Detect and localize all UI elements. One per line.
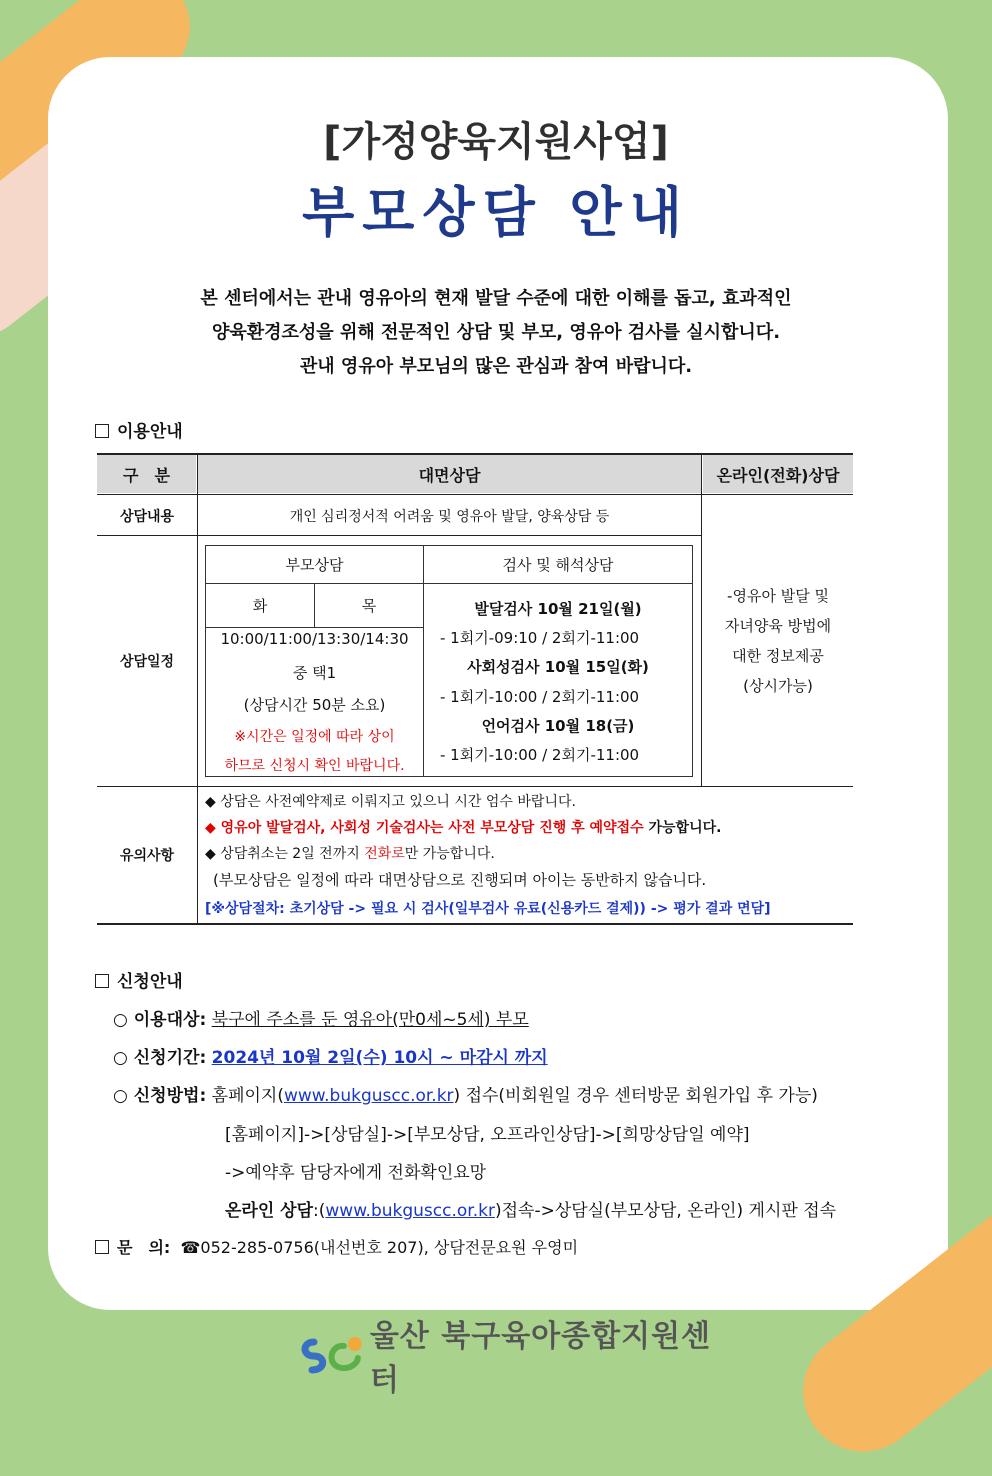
section-usage-heading: 이용안내 <box>95 417 183 442</box>
contact: 문 의: ☎052-285-0756(내선번호 207), 상담전문요원 우영미 <box>95 1235 578 1258</box>
day-thursday: 목 <box>361 597 377 615</box>
page-subtitle: [가정양육지원사업] <box>323 119 669 165</box>
note-exam-precondition: ◆ 영유아 발달검사, 사회성 기술검사는 사전 부모상담 진행 후 예약접수 가능합니다. <box>205 820 722 836</box>
inner-table-border <box>692 545 693 776</box>
table-border <box>97 923 853 925</box>
row-label-notes: 유의사항 <box>119 848 175 864</box>
note-face-to-face: (부모상담은 일정에 따라 대면상담으로 진행되며 아이는 동반하지 않습니다. <box>213 871 707 889</box>
session-duration: (상담시간 50분 소요) <box>243 696 386 714</box>
apply-method: ○ 신청방법: 홈페이지(www.bukguscc.or.kr) 접수(비회원일 경우 센터방문 회원가입 후 가능) <box>113 1086 818 1106</box>
exam-development-times: - 1회기-09:10 / 2회기-11:00 <box>440 629 640 647</box>
row-label-content: 상담내용 <box>119 509 175 525</box>
inner-table-border <box>205 627 423 628</box>
time-slots: 10:00/11:00/13:30/14:30 <box>220 630 409 648</box>
online-info: -영유아 발달 및 자녀양육 방법에 대한 정보제공 (상시가능) <box>724 587 832 695</box>
homepage-link[interactable]: www.bukguscc.or.kr <box>283 1086 454 1106</box>
day-tuesday: 화 <box>252 597 268 615</box>
table-border <box>97 494 853 495</box>
center-name: 울산 북구육아종합지원센터 <box>369 1319 712 1398</box>
checkbox-icon <box>95 1240 109 1254</box>
checkbox-icon <box>95 974 109 988</box>
exam-social-times: - 1회기-10:00 / 2회기-11:00 <box>440 688 640 706</box>
header-category: 구 분 <box>97 455 196 493</box>
apply-target: ○ 이용대상: 북구에 주소를 둔 영유아(만0세~5세) 부모 <box>113 1010 529 1030</box>
table-border <box>701 453 702 786</box>
center-logo-icon <box>300 1332 370 1378</box>
time-warning-2: 하므로 신청시 확인 바랍니다. <box>224 758 405 774</box>
apply-online: 온라인 상담:(www.bukguscc.or.kr)접속->상담실(부모상담, 온라인) 게시판 접속 <box>225 1201 837 1221</box>
choose-one: 중 택1 <box>292 664 337 682</box>
table-border <box>197 453 198 923</box>
inner-header-exam: 검사 및 해석상담 <box>502 556 614 574</box>
center-logo <box>300 1319 740 1398</box>
exam-development: 발달검사 10월 21일(월) <box>474 600 642 618</box>
header-online: 온라인(전화)상담 <box>703 455 853 493</box>
apply-period: ○ 신청기간: 2024년 10월 2일(수) 10시 ~ 마감시 까지 <box>113 1048 548 1068</box>
table-border <box>97 786 853 787</box>
row-content-text: 개인 심리정서적 어려움 및 영유아 발달, 양육상담 등 <box>289 509 610 525</box>
inner-table-border <box>205 776 693 777</box>
apply-after: ->예약후 담당자에게 전화확인요망 <box>225 1163 487 1183</box>
apply-path: [홈페이지]->[상담실]->[부모상담, 오프라인상담]->[희망상담일 예약] <box>225 1125 750 1145</box>
note-reservation: ◆ 상담은 사전예약제로 이뤄지고 있으니 시간 엄수 바랍니다. <box>205 794 576 810</box>
note-procedure: [※상담절차: 초기상담 -> 필요 시 검사(일부검사 유료(신용카드 결제)) -> 평가 결과 면담] <box>205 901 771 917</box>
page-title: 부모상담 안내 <box>302 181 690 244</box>
checkbox-icon <box>95 424 109 438</box>
table-border <box>97 453 853 455</box>
exam-social: 사회성검사 10월 15일(화) <box>467 658 649 676</box>
exam-language: 언어검사 10월 18(금) <box>481 717 635 735</box>
exam-language-times: - 1회기-10:00 / 2회기-11:00 <box>440 746 640 764</box>
section-apply-heading: 신청안내 <box>95 967 183 992</box>
row-label-schedule: 상담일정 <box>119 654 175 670</box>
inner-header-parent: 부모상담 <box>285 556 344 574</box>
note-cancel: ◆ 상담취소는 2일 전까지 전화로만 가능합니다. <box>205 846 495 862</box>
time-warning-1: ※시간은 일정에 따라 상이 <box>234 729 395 745</box>
header-face: 대면상담 <box>198 455 701 493</box>
table-border <box>97 535 701 536</box>
intro-text: 본 센터에서는 관내 영유아의 현재 발달 수준에 대한 이해를 돕고, 효과적인 양육환경조성을 위해 전문적인 상담 및 부모, 영유아 검사를 실시합니다. 관내 영유아 부모님의 많은 관심과 참여 바랍니다. <box>200 288 792 377</box>
online-link[interactable]: www.bukguscc.or.kr <box>325 1201 495 1221</box>
